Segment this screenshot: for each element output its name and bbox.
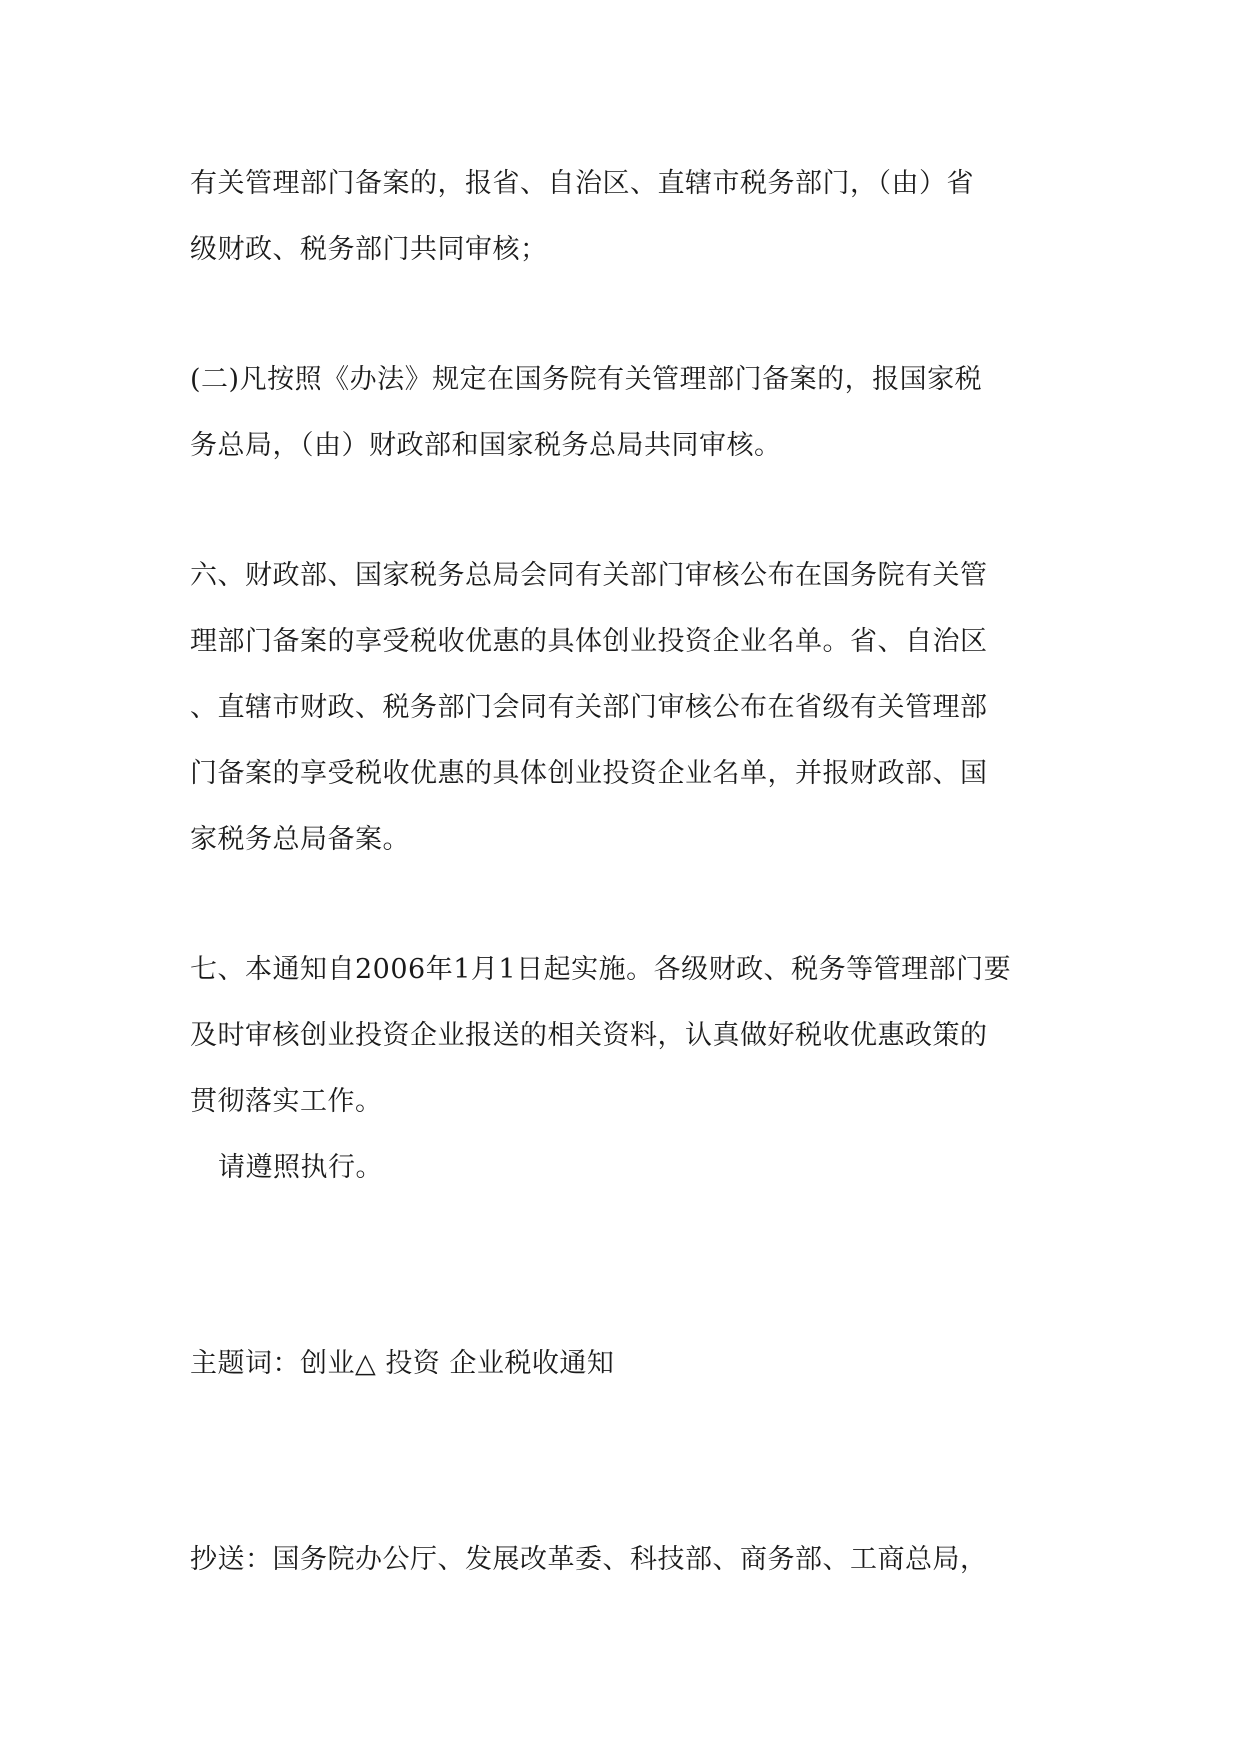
text-line: 、直辖市财政、税务部门会同有关部门审核公布在省级有关管理部 [190, 692, 988, 723]
text-line: 理部门备案的享受税收优惠的具体创业投资企业名单。省、自治区 [190, 626, 988, 657]
text-line: 请遵照执行。 [218, 1152, 383, 1183]
text-line: 贯彻落实工作。 [190, 1086, 383, 1117]
text-line: 门备案的享受税收优惠的具体创业投资企业名单，并报财政部、国 [190, 758, 988, 789]
text-line: (二)凡按照《办法》规定在国务院有关管理部门备案的，报国家税 [190, 364, 983, 395]
text-line: 级财政、税务部门共同审核； [190, 234, 548, 265]
subject-keywords: 主题词：创业△ 投资 企业税收通知 [190, 1348, 615, 1379]
cc-line: 抄送：国务院办公厅、发展改革委、科技部、商务部、工商总局， [190, 1544, 988, 1575]
text-line: 家税务总局备案。 [190, 824, 410, 855]
text-line: 务总局，（由）财政部和国家税务总局共同审核。 [190, 430, 782, 461]
text-line: 六、财政部、国家税务总局会同有关部门审核公布在国务院有关管 [190, 560, 988, 591]
text-line: 七、本通知自2006年1月1日起实施。各级财政、税务等管理部门要 [190, 954, 1012, 985]
text-line: 及时审核创业投资企业报送的相关资料，认真做好税收优惠政策的 [190, 1020, 988, 1051]
text-line: 有关管理部门备案的，报省、自治区、直辖市税务部门，（由）省 [190, 168, 974, 199]
